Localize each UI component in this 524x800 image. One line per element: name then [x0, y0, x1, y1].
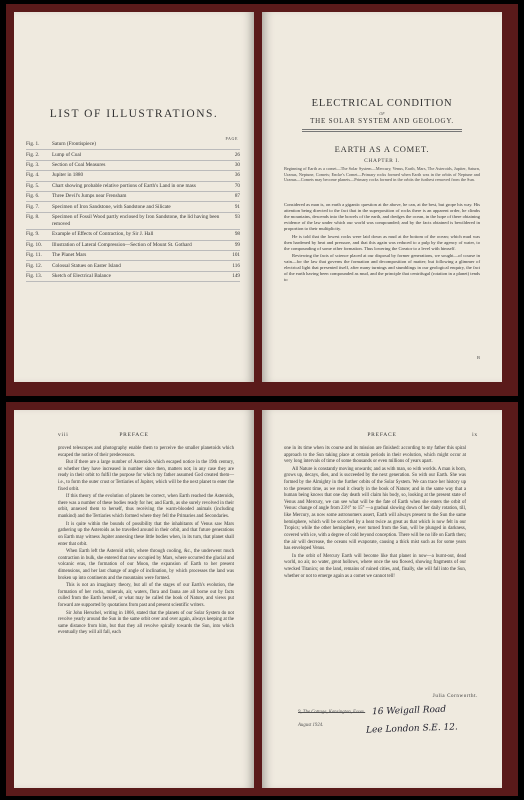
illustration-row [26, 251, 240, 261]
paragraph: This is not an imaginary theory, but all of the stages of our Earth's evolution, the formation of her rocks, minerals, air, waters, flora and fauna are all borne out by facts culled from the Earth herself, or what may be called the book of Nature, and views put forward are supported by quotations from past and present scientific writers. [58, 583, 234, 609]
figure-page: 93 [234, 213, 240, 220]
paragraph: It is quite within the bounds of possibility that the inhabitants of Venus saw Mars gathering up the Asteroids as he travelled around in their orbit, and that future generations on Earth may witness Jupiter annexing these little bodies when, in its turn, that planet shall enter that orbit. [58, 521, 234, 547]
figure-number: Fig. 8. [26, 213, 40, 220]
figure-page: 30 [234, 161, 240, 168]
figure-number: Fig. 9. [26, 231, 40, 238]
figure-caption: Illustration of Lateral Compression—Section of Mount St. Gothard [52, 241, 192, 248]
illustration-row [26, 192, 240, 202]
figure-number: Fig. 2. [26, 151, 40, 158]
illustration-row [26, 182, 240, 192]
figure-number: Fig. 3. [26, 161, 40, 168]
paragraph: Considered as man is, on earth a gigantic question at the above, he can, at the best, but grope his way. His attention being directed to the fact that in the superposition of rocks there is an apparent order, he climbs the mountains, descends into the bowels of the earth, and dredges the ocean, in the hope of there obtaining evidence of the law under which our world was compounded; and by the facts obtained is bewildered in proportion to their multiplicity. [284, 202, 480, 232]
figure-number: Fig. 12. [26, 262, 42, 269]
figure-page [226, 141, 240, 148]
signature-mark: B [476, 355, 480, 360]
book-title-of: OF [379, 111, 385, 116]
figure-caption: The Planet Mars [52, 252, 87, 259]
printed-date: August 1924. [298, 723, 324, 728]
figure-number: Fig. 11. [26, 252, 42, 259]
chapter-body [284, 202, 480, 284]
page-column-header: PAGE [225, 136, 238, 141]
title-rule [302, 129, 462, 130]
illustration-row [26, 150, 240, 160]
figure-caption: Sketch of Electrical Balance [52, 272, 111, 279]
list-of-illustrations-title: LIST OF ILLUSTRATIONS. [49, 108, 219, 120]
figure-page: 26 [234, 151, 240, 158]
chapter-one-page [262, 12, 502, 382]
paragraph: Reviewing the facts of science placed at our disposal by former generations, we sought—of course in vain—for the law that governs the formation and decomposition of matter; but following a glimmer of electrical light that presented itself, after many turnings and stumblings in our geological enquiry, the fact of the earth having been compounded as mud, and the principle that centrifugal (rotation in a planet) tends to [284, 252, 480, 283]
illustration-row [26, 230, 240, 240]
figure-page: 99 [234, 241, 240, 248]
figure-number: Fig. 4. [26, 172, 40, 179]
figure-page: 87 [234, 193, 240, 200]
figure-caption: Colossal Statues on Easter Island [52, 262, 121, 269]
list-of-illustrations-page [14, 12, 254, 382]
figure-number: Fig. 5. [26, 182, 40, 189]
figure-caption: Lump of Coal [52, 151, 82, 158]
illustration-row [26, 140, 240, 150]
handwritten-address-line1: 16 Weigall Road [371, 704, 447, 718]
figure-page: 149 [232, 272, 240, 279]
figure-number: Fig. 6. [26, 193, 40, 200]
book-title: ELECTRICAL CONDITION [311, 98, 453, 109]
title-rule-double [302, 131, 462, 132]
figure-caption: Saturn (Frontispiece) [52, 141, 96, 148]
book-subtitle: THE SOLAR SYSTEM AND GEOLOGY. [310, 117, 454, 125]
author-signature: Julia Cornwortht. [432, 694, 478, 699]
illustration-row [26, 161, 240, 171]
figure-page: 36 [234, 172, 240, 179]
preface-body [58, 446, 234, 638]
figure-page: 70 [234, 182, 240, 189]
chapter-number: CHAPTER I. [364, 158, 400, 164]
illustration-row [26, 241, 240, 251]
illustration-row [26, 213, 240, 230]
page-number: ix [472, 432, 478, 438]
paragraph: When Earth left the Asteroid orbit, where through cooling, &c., the underwent much contraction in bulk, she entered that now occupied by Mars, where occurred the glacial and volcanic eras, the formation of our Moon, the expansion of Earth to her present dimensions, and her last change of angle of inclination, by which processes the land was broken up into continents and the mountains were formed. [58, 549, 234, 581]
running-head-label: PREFACE [119, 432, 149, 438]
figure-page: 98 [234, 231, 240, 238]
preface-body [284, 446, 466, 581]
figure-caption: Jupiter in 1880 [52, 172, 84, 179]
illustration-row [26, 261, 240, 271]
illustration-row [26, 202, 240, 212]
figure-caption: Section of Coal Measures [52, 161, 106, 168]
figure-number: Fig. 1. [26, 141, 40, 148]
paragraph: proved telescopes and photography enable them to perceive the smaller planetoids which escaped the notice of their predecessors. [58, 446, 234, 458]
paragraph: He is told that the lowest rocks were laid down as mud at the bottom of the ocean; which mud was then hardened by heat and pressure, and that this again was reduced to a pulp by the agency of water, to the compounding of some other formation. Thus lowering the Creator to a level with himself. [284, 233, 480, 251]
illustration-row [26, 171, 240, 181]
preface-page-viii [14, 410, 254, 788]
figure-caption: Three Devil's Jumps near Frensham [52, 193, 127, 200]
figure-number: Fig. 7. [26, 203, 40, 210]
illustration-row [26, 272, 240, 282]
paragraph: If this theory of the evolution of planets be correct, when Earth reached the Asteroids, there was a number of these bodies ready for her, and Earth, as she surely revolved in their orbit, annexed them to herself, thus receiving the warm-blooded animals (including mankind) and the Tertiaries which formed where they fell the Primaries and Secondaries. [58, 494, 234, 520]
printed-address-struck: 9, The Cottage, Kensington, Essex. [298, 710, 366, 715]
figure-caption: Example of Effects of Contraction, by Sir J. Hall [52, 231, 154, 238]
figure-caption: Chart showing probable relative portions of Earth's Land in one mass [52, 182, 196, 189]
figure-caption: Specimen of Fossil Wood partly enclosed by Iron Sandstone, the lid having been removed [52, 213, 220, 227]
chapter-synopsis: Beginning of Earth as a comet—The Solar System—Mercury, Venus, Earth, Mars, The Asteroids, Jupiter, Saturn, Uranus, Neptune, Comets; Encke's Comet—Primary rocks formed when Earth was in the orbits of Neptune and Uranus—Comets may become planets—Primary rocks formed in the orbits the furthest removed from the Sun. [284, 166, 480, 183]
preface-page-ix [262, 410, 502, 788]
illustrations-list [26, 140, 240, 282]
paragraph: one in its time when its course and its mission are finished: according to my father this spiral approach to the Sun taking place at certain periods in their evolution, which might occur at very long intervals of time of some thousands or even millions of years apart. [284, 446, 466, 465]
figure-page: 116 [232, 262, 240, 269]
figure-number: Fig. 13. [26, 272, 42, 279]
handwritten-address-line2: Lee London S.E. 12. [365, 722, 458, 736]
figure-page: 91 [234, 203, 240, 210]
figure-number: Fig. 10. [26, 241, 42, 248]
paragraph: All Nature is constantly moving onwards; and as with man, so with worlds. A man is born, grows up, decays, dies, and is succeeded by the next generation. So with our Earth. She was formed by the Almighty in the further orbits of the Solar System. We can trace her history up to the present time, as we read it clearly in the book of Nature; and in the same way that a human being knows that one day death will claim his body, so, looking at the present state of Venus and Mercury, we can see what will be the fate of Earth when she enters the orbit of Venus: change of angle from 23½° to 15° —a gradual slowing down of her daily rotation, till, like Mercury, as now some astronomers assert, Earth will always present to the Sun the same hemisphere, which will be scorched by a heat twice as great as that which is now felt in our Tropics; while the other hemisphere, ever turned from the Sun, will be plunged in darkness, covered with ice, with a degree of cold beyond conception. There will be no life on Earth then; the air will decrease, the oceans will evaporate, causing a thick mist such as for some years has enveloped Venus. [284, 466, 466, 552]
paragraph: But if there are a large number of Asteroids which escaped notice in the 19th century, or whether they have increased in number since then, matters not; in any case they are ready in their orbit to fulfil the purpose for which my father assumed God created them—i.e., to form the outer crust or Tertiaries of Jupiter, which will be the next planet to enter the fixed orbit. [58, 460, 234, 492]
paragraph: In the orbit of Mercury Earth will become like that planet in now—a burnt-out, dead world, no air, no water, great hollows, where once the sea flowed, showing fragments of our wrecked Titanics; on the land, remains of ruined cities, and, finally, she will fall into the Sun, whether or not to emerge again as a comet we cannot tell! [284, 553, 466, 579]
chapter-title: EARTH AS A COMET. [334, 144, 430, 154]
page-number: viii [58, 432, 69, 438]
running-head-label: PREFACE [367, 432, 397, 438]
paragraph: Sir John Herschel, writing in 1866, stated that the planets of our Solar System do not revolve yearly around the Sun in the same orbit over and over again, always keeping at the same distance from him, but that they all revolve spirally towards the Sun, into which eventually they will all fall, each [58, 610, 234, 636]
figure-caption: Specimen of Iron Sandstone, with Sandstone and Silicate [52, 203, 171, 210]
figure-page: 101 [232, 252, 240, 259]
